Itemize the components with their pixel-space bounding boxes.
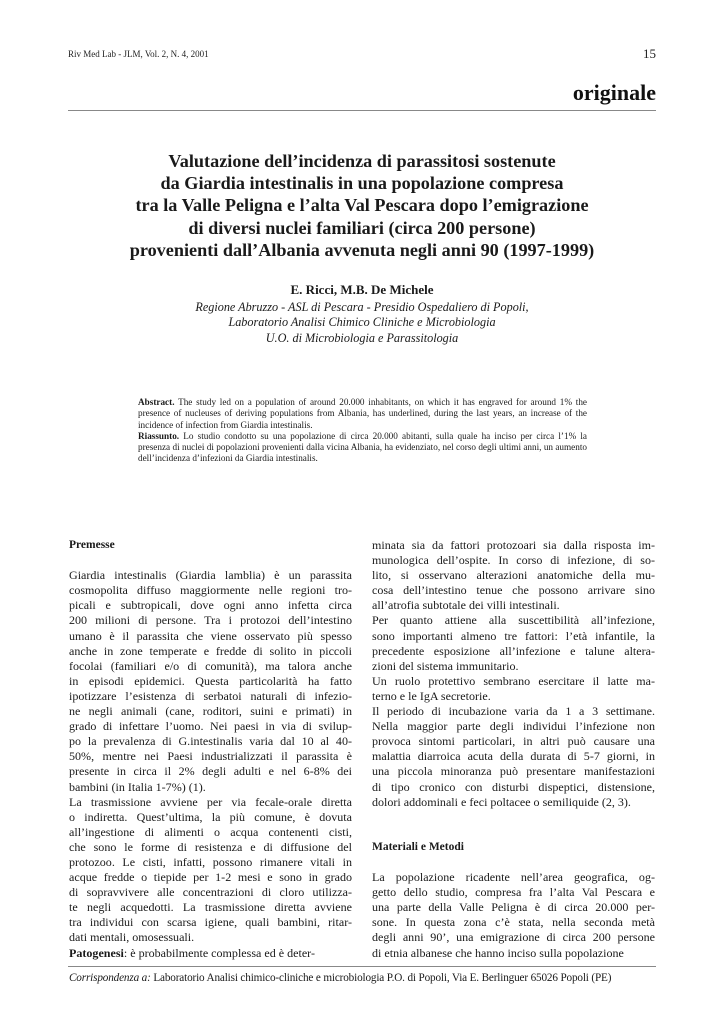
body-line: degli anni 90’, una emigrazione di circa 200 persone (372, 930, 655, 945)
body-line: malattia diarroica acuta della durata di 5-7 giorni, in (372, 749, 655, 764)
abstract-text: The study led on a population of around 20.000 inhabitants, on which it has engraved for around 1% the presence of nucleuses of deriving populations from Albania, has underlined, during the last years, an increase of the incidence of infection from Giardia intestinalis. (138, 397, 587, 430)
body-line: all’atrofia subtotale dei villi intestinali. (372, 598, 560, 613)
body-line: protozoo. Le cisti, infatti, possono rimanere vitali in (69, 854, 352, 869)
title-line: Valutazione dell’incidenza di parassitosi sostenute (168, 151, 556, 171)
body-line: minata sia da fattori protozoari sia dalla risposta im- (372, 538, 655, 552)
body-line: terno e le IgA secretorie. (372, 688, 491, 703)
body-line: munologica dell’ospite. In corso di infezione, di so- (372, 553, 655, 568)
riassunto-text: Lo studio condotto su una popolazione di circa 20.000 abitanti, sulla quale ha inciso per circa l’1% la presenza di nuclei di popolazioni provenienti dalla vicina Albania, ha evidenziato, nel corso degli ultimi anni, un aumento dell’incidenza d’infezioni da Giardia intestinalis. (138, 430, 587, 464)
body-line: ne negli animali (cane, roditori, suini e primati) in (69, 704, 352, 719)
patogenesi-text: : è probabilmente complessa ed è deter- (123, 945, 315, 960)
patogenesi-lead: Patogenesi (69, 945, 124, 960)
affiliation-line: Laboratorio Analisi Chimico Cliniche e Microbiologia (228, 315, 496, 330)
title-line: di diversi nuclei familiari (circa 200 persone) (188, 217, 536, 238)
body-line: te negli acquedotti. La trasmissione diretta avviene (69, 900, 352, 915)
body-line: Nella maggior parte degli individui l’infezione non (372, 719, 655, 734)
body-line: sone. In questa zona c’è stata, nella seconda metà (372, 915, 655, 930)
footer-text: Laboratorio Analisi chimico-cliniche e microbiologia P.O. di Popoli, Via E. Berlinguer 65026 Popoli (PE) (150, 972, 612, 984)
body-line: dolori addominali e feci poltacee o semiliquide (2, 3). (372, 794, 631, 809)
body-line: Un ruolo protettivo sembrano esercitare il latte ma- (372, 673, 655, 688)
body-line: tra individui con scarsa igiene, quali bambini, ritar- (69, 915, 352, 930)
body-line: provoca sintomi particolari, in altri può causare una (372, 734, 655, 749)
article-title (68, 150, 656, 261)
left-column (69, 538, 352, 961)
body-line: di sopravvivere alle concentrazioni di cloro utilizza- (69, 885, 352, 900)
footer-rule (68, 966, 656, 967)
body-line: lito, si osservano alterazioni anatomiche della mu- (372, 568, 655, 583)
body-line: Giardia intestinalis (Giardia lamblia) è un parassita (69, 568, 352, 583)
section-heading-materiali: Materiali e Metodi (372, 840, 464, 853)
affiliation (68, 300, 656, 346)
title-line: da Giardia intestinalis in una popolazione compresa (160, 173, 564, 194)
footer-label: Corrispondenza a: (69, 972, 151, 984)
body-line: presente in circa il 2% degli adulti e nel 6-8% dei (69, 764, 352, 779)
affiliation-line: U.O. di Microbiologia e Parassitologia (265, 330, 459, 345)
body-line: La trasmissione avviene per via fecale-orale diretta (69, 794, 352, 809)
body-line: ipotizzare l’esistenza di serbatoi naturali di infezio- (69, 688, 352, 703)
body-line: o indiretta. Quest’ultima, la più comune, è dovuta (69, 809, 352, 824)
authors: E. Ricci, M.B. De Michele (290, 282, 434, 297)
body-line: anche in zone temperate e fredde di solito in piccoli (69, 643, 352, 658)
body-line: che sono le forme di resistenza e di diffusione del (69, 839, 352, 854)
body-line: sono importanti almeno tre fattori: l’età infantile, la (372, 628, 655, 643)
body-line: Per quanto attiene alla suscettibilità all’infezione, (372, 613, 655, 628)
body-line: po la prevalenza di G.intestinalis varia dal 10 al 40- (69, 734, 352, 749)
body-line: Il periodo di incubazione varia da 1 a 3 settimane. (372, 704, 655, 719)
body-line: acque fredde o tiepide per 1-2 mesi e sono in grado (69, 870, 352, 885)
body-line: getto dello studio, compresa fra l’alta Val Pescara e (372, 885, 655, 900)
section-heading-premesse: Premesse (69, 539, 115, 551)
right-column (372, 538, 655, 961)
body-line: umano è il parassita che viene osservato più spesso (69, 628, 352, 643)
body-line: una piccola minoranza può presentare manifestazioni (372, 764, 655, 779)
body-line: La popolazione ricadente nell’area geografica, og- (372, 870, 655, 885)
abstract-italian (138, 431, 587, 465)
affiliation-line: Regione Abruzzo - ASL di Pescara - Presidio Ospedaliero di Popoli, (195, 300, 529, 314)
page-number: 15 (643, 46, 656, 61)
body-line: di etnia albanese che hanno inciso sulla popolazione (372, 945, 624, 960)
body-line: focolai (familiari e/o di comunità), ma talora anche (69, 658, 352, 673)
correspondence-footer (69, 972, 611, 984)
body-line: grado di infettare l’uomo. Nei paesi in via di svilup- (69, 719, 352, 734)
section-label: originale (572, 80, 656, 105)
title-line: tra la Valle Peligna e l’alta Val Pescara dopo l’emigrazione (135, 195, 589, 216)
body-line: bambini (in Italia 1-7%) (1). (69, 779, 206, 794)
body-line: in episodi epidemici. Questa particolarità ha fatto (69, 673, 352, 688)
body-line: all’ingestione di alimenti o acqua contenenti cisti, (69, 824, 352, 839)
body-line: 200 milioni di persone. Tra i protozoi dell’intestino (69, 613, 352, 628)
body-line: 50%, mentre nei Paesi industrializzati il parassita è (69, 749, 352, 764)
body-line: dati mentali, omosessuali. (69, 930, 195, 945)
body-line: precedente esposizione all’infezione e talune altera- (372, 643, 655, 658)
abstract-english (138, 397, 587, 431)
abstract-block (138, 397, 587, 465)
body-line (69, 946, 352, 961)
body-line: zioni del sistema immunitario. (372, 658, 519, 673)
body-line: di tipo cronico con disturbi dispeptici, distensione, (372, 779, 655, 794)
title-line: provenienti dall’Albania avvenuta negli anni 90 (1997-1999) (129, 239, 595, 260)
body-line: picali e subtropicali, dove ogni anno infetta circa (69, 598, 352, 613)
riassunto-label: Riassunto. (138, 430, 180, 441)
journal-reference: Riv Med Lab - JLM, Vol. 2, N. 4, 2001 (68, 49, 209, 59)
body-line: cosmopolita diffuso maggiormente nelle regioni tro- (69, 583, 352, 598)
body-line: cosa dell’intestino tenue che possono arrivare sino (372, 583, 655, 598)
abstract-label: Abstract. (138, 397, 175, 407)
header-rule (68, 110, 656, 111)
body-line: una parte della Valle Peligna è di circa 20.000 per- (372, 900, 655, 915)
